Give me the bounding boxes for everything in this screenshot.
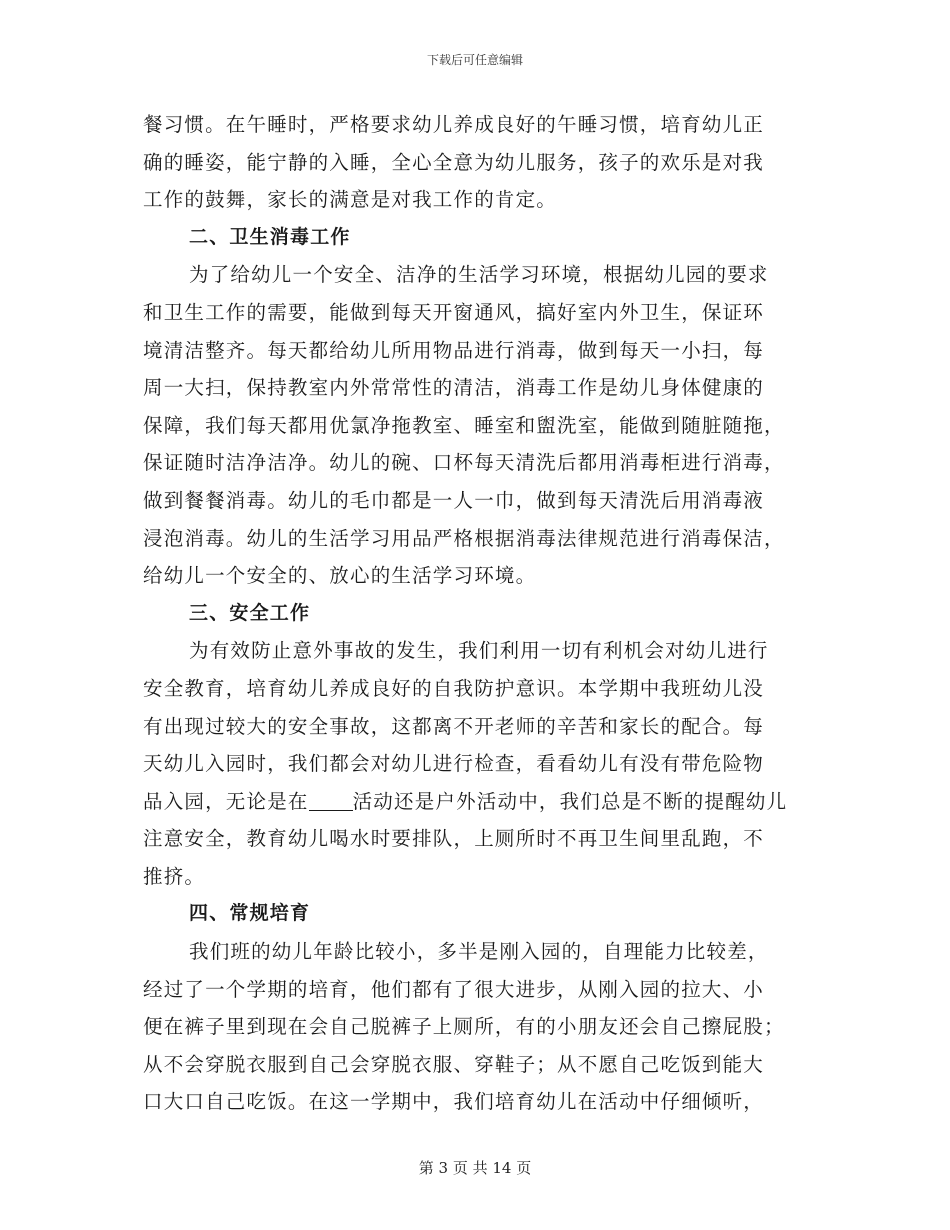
text-line: 确的睡姿，能宁静的入睡，全心全意为幼儿服务，孩子的欢乐是对我	[143, 150, 765, 174]
text-line: 浸泡消毒。幼儿的生活学习用品严格根据消毒法律规范进行消毒保洁，	[143, 526, 785, 550]
text-line: 从不会穿脱衣服到自己会穿脱衣服、穿鞋子；从不愿自己吃饭到能大	[143, 1052, 765, 1076]
section-heading-hygiene: 二、卫生消毒工作	[189, 225, 351, 248]
fill-in-blank	[309, 790, 353, 811]
section-heading-routine: 四、常规培育	[189, 902, 311, 925]
text-line: 保证随时洁净洁净。幼儿的碗、口杯每天清洗后都用消毒柜进行消毒，	[143, 451, 785, 475]
text-line-with-blank	[143, 783, 809, 821]
text-line: 为有效防止意外事故的发生，我们利用一切有利机会对幼儿进行	[189, 639, 769, 663]
text-line: 餐习惯。在午睡时，严格要求幼儿养成良好的午睡习惯，培育幼儿正	[143, 113, 765, 136]
text-line: 保障，我们每天都用优氯净拖教室、睡室和盥洗室，能做到随脏随拖，	[143, 413, 785, 437]
text-line: 周一大扫，保持教室内外常常性的清洁，消毒工作是幼儿身体健康的	[143, 376, 765, 400]
text-line: 天幼儿入园时，我们都会对幼儿进行检查，看看幼儿有没有带危险物	[143, 752, 765, 776]
text-line: 安全教育，培育幼儿养成良好的自我防护意识。本学期中我班幼儿没	[143, 676, 765, 700]
text-line: 境清洁整齐。每天都给幼儿所用物品进行消毒，做到每天一小扫，每	[143, 338, 765, 362]
text-segment: 品入园，无论是在	[143, 789, 309, 813]
text-segment: 活动还是户外活动中，我们总是不断的提醒幼儿	[352, 789, 788, 813]
text-line: 经过了一个学期的培育，他们都有了很大进步，从刚入园的拉大、小	[143, 977, 765, 1001]
text-line: 推挤。	[143, 864, 206, 888]
page-number-footer: 第 3 页 共 14 页	[418, 1159, 532, 1177]
text-line: 工作的鼓舞，家长的满意是对我工作的肯定。	[143, 188, 558, 212]
text-line: 便在裤子里到现在会自己脱裤子上厕所，有的小朋友还会自己擦屁股；	[143, 1015, 785, 1039]
text-line: 给幼儿一个安全的、放心的生活学习环境。	[143, 564, 537, 588]
page-header-note: 下载后可任意编辑	[426, 53, 523, 67]
text-line: 口大口自己吃饭。在这一学期中，我们培育幼儿在活动中仔细倾听，	[143, 1090, 765, 1114]
text-line: 和卫生工作的需要，能做到每天开窗通风，搞好室内外卫生，保证环	[143, 300, 765, 324]
text-line: 为了给幼儿一个安全、洁净的生活学习环境，根据幼儿园的要求	[189, 263, 769, 287]
text-line: 注意安全，教育幼儿喝水时要排队，上厕所时不再卫生间里乱跑，不	[143, 827, 765, 851]
text-line: 我们班的幼儿年龄比较小，多半是刚入园的，自理能力比较差，	[189, 940, 769, 964]
section-heading-safety: 三、安全工作	[189, 601, 311, 624]
text-line: 有出现过较大的安全事故，这都离不开老师的辛苦和家长的配合。每	[143, 714, 765, 738]
text-line: 做到餐餐消毒。幼儿的毛巾都是一人一巾，做到每天清洗后用消毒液	[143, 488, 765, 512]
document-body	[143, 106, 809, 1121]
